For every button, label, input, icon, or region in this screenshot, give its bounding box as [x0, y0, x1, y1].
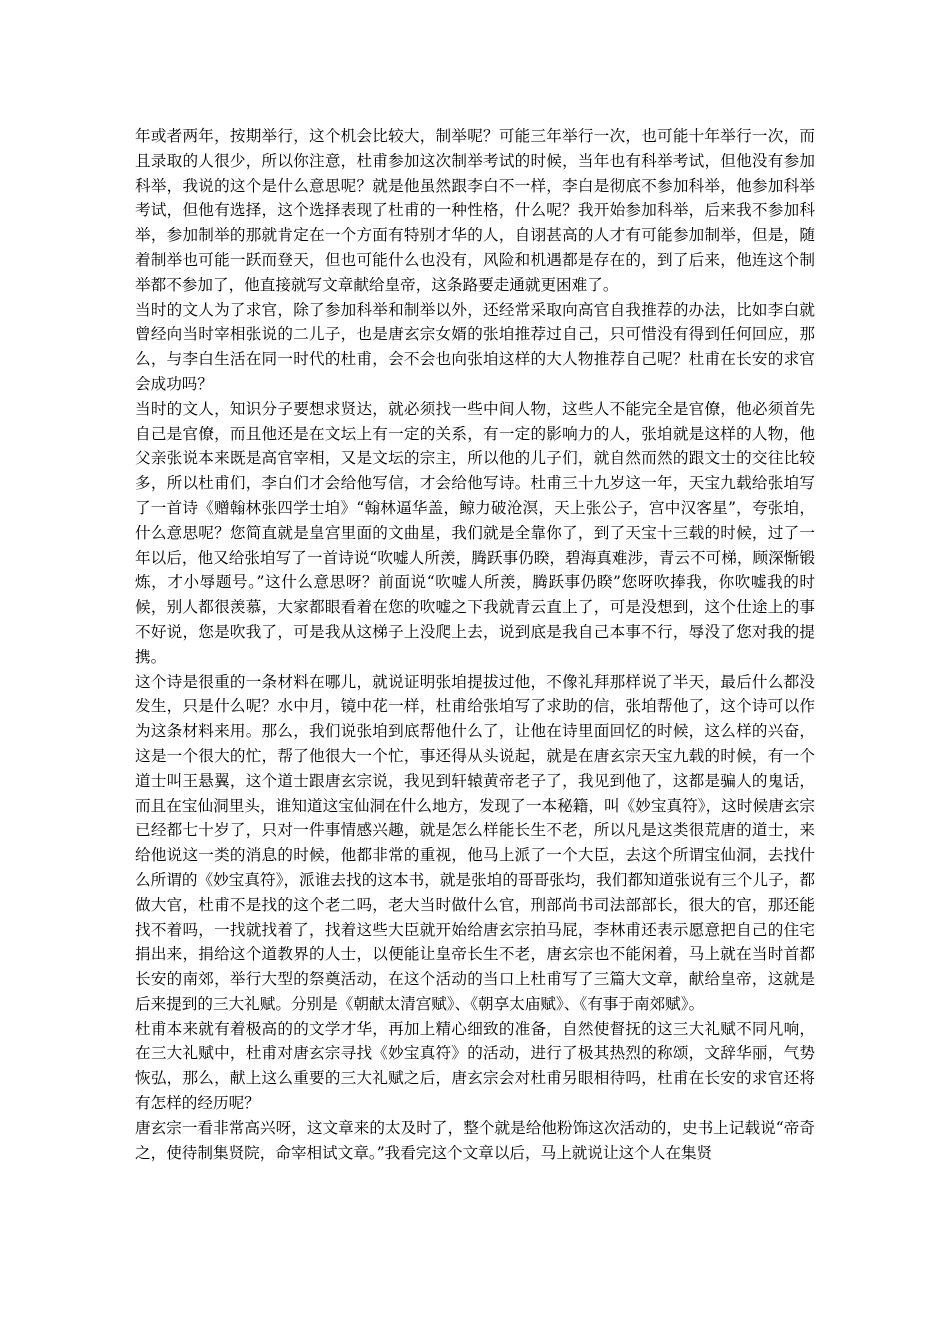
paragraph-3: 当时的文人，知识分子要想求贤达，就必须找一些中间人物，这些人不能完全是官僚，他必须首先自己是官僚，而且他还是在文坛上有一定的关系，有一定的影响力的人，张垍就是这样的人物，他父亲张说本来既是高官宰相，又是文坛的宗主，所以他的儿子们，就自然而然的跟文士的交往比较多，所以杜甫们，李白们才会给他写信，才会给他写诗。杜甫三十九岁这一年，天宝九载给张垍写了一首诗《赠翰林张四学士垍》“翰林逼华盖，鲸力破沧溟，天上张公子，宫中汉客星”，夸张垍，什么意思呢？您简直就是皇宫里面的文曲星，我们就是全靠你了，到了天宝十三载的时候，过了一年以后，他又给张垍写了一首诗说“吹嘘人所羡，腾跃事仍睽，碧海真难涉，青云不可梯，顾深惭锻炼，才小辱题号。”这什么意思呀？前面说“吹嘘人所羡，腾跃事仍睽”您呀吹捧我，你吹嘘我的时候，别人都很羡慕，大家都眼看着在您的吹嘘之下我就青云直上了，可是没想到，这个仕途上的事不好说，您是吹我了，可是我从这梯子上没爬上去，说到底是我自己本事不行，辱没了您对我的提携。 [135, 399, 815, 666]
paragraph-6: 唐玄宗一看非常高兴呀，这文章来的太及时了，整个就是给他粉饰这次活动的，史书上记载说“帝奇之，使待制集贤院，命宰相试文章。”我看完这个文章以后，马上就说让这个人在集贤 [135, 1118, 815, 1162]
paragraph-4: 这个诗是很重的一条材料在哪儿，就说证明张垍提拔过他，不像礼拜那样说了半天，最后什么都没发生，只是什么呢？水中月，镜中花一样，杜甫给张垍写了求助的信，张垍帮他了，这个诗可以作为这条材料来用。那么，我们说张垍到底帮他什么了，让他在诗里面回忆的时候，这么样的兴奋，这是一个很大的忙，帮了他很大一个忙，事还得从头说起，就是在唐玄宗天宝九载的时候，有一个道士叫王悬翼，这个道士跟唐玄宗说，我见到轩辕黄帝老子了，我见到他了，这都是骗人的鬼话，而且在宝仙洞里头，谁知道这宝仙洞在什么地方，发现了一本秘籍，叫《妙宝真符》，这时候唐玄宗已经都七十岁了，只对一件事情感兴趣，就是怎么样能长生不老，所以凡是这类很荒唐的道士，来给他说这一类的消息的时候，他都非常的重视，他马上派了一个大臣，去这个所谓宝仙洞，去找什么所谓的《妙宝真符》，派谁去找的这本书，就是张垍的哥哥张均，我们都知道张说有三个儿子，都做大官，杜甫不是找的这个老二吗，老大当时做什么官，刑部尚书司法部部长，很大的官，那还能找不着吗，一找就找着了，找着这些大臣就开始给唐玄宗拍马屁，李林甫还表示愿意把自己的住宅捐出来，捐给这个道教界的人士，以便能让皇帝长生不老，唐玄宗也不能闲着，马上就在当时首都长安的南郊，举行大型的祭奠活动，在这个活动的当口上杜甫写了三篇大文章，献给皇帝，这就是后来提到的三大礼赋。分别是《朝献太清宫赋》、《朝享太庙赋》、《有事于南郊赋》。 [135, 672, 815, 1013]
paragraph-2: 当时的文人为了求官，除了参加科举和制举以外，还经常采取向高官自我推荐的办法，比如李白就曾经向当时宰相张说的二儿子，也是唐玄宗女婿的张垍推荐过自己，只可惜没有得到任何回应，那么，与李白生活在同一时代的杜甫，会不会也向张垍这样的大人物推荐自己呢？杜甫在长安的求官会成功吗？ [135, 300, 815, 393]
paragraph-5: 杜甫本来就有着极高的的文学才华，再加上精心细致的准备，自然使督抚的这三大礼赋不同凡响，在三大礼赋中，杜甫对唐玄宗寻找《妙宝真符》的活动，进行了极其热烈的称颂，文辞华丽，气势恢弘，那么，献上这么重要的三大礼赋之后，唐玄宗会对杜甫另眼相待吗，杜甫在长安的求官还将有怎样的经历呢？ [135, 1019, 815, 1113]
paragraph-1: 年或者两年，按期举行，这个机会比较大，制举呢？可能三年举行一次，也可能十年举行一次，而且录取的人很少，所以你注意，杜甫参加这次制举考试的时候，当年也有科举考试，但他没有参加科举，我说的这个是什么意思呢？就是他虽然跟李白不一样，李白是彻底不参加科举，他参加科举考试，但他有选择，这个选择表现了杜甫的一种性格，什么呢？我开始参加科举，后来我不参加科举，参加制举的那就肯定在一个方面有特别才华的人，自诩甚高的人才有可能参加制举，但是，随着制举也可能一跃而登天，但也可能什么也没有，风险和机遇都是存在的，到了后来，他连这个制举都不参加了，他直接就写文章献给皇帝，这条路要走通就更困难了。 [135, 127, 815, 294]
document-body [135, 124, 815, 1165]
